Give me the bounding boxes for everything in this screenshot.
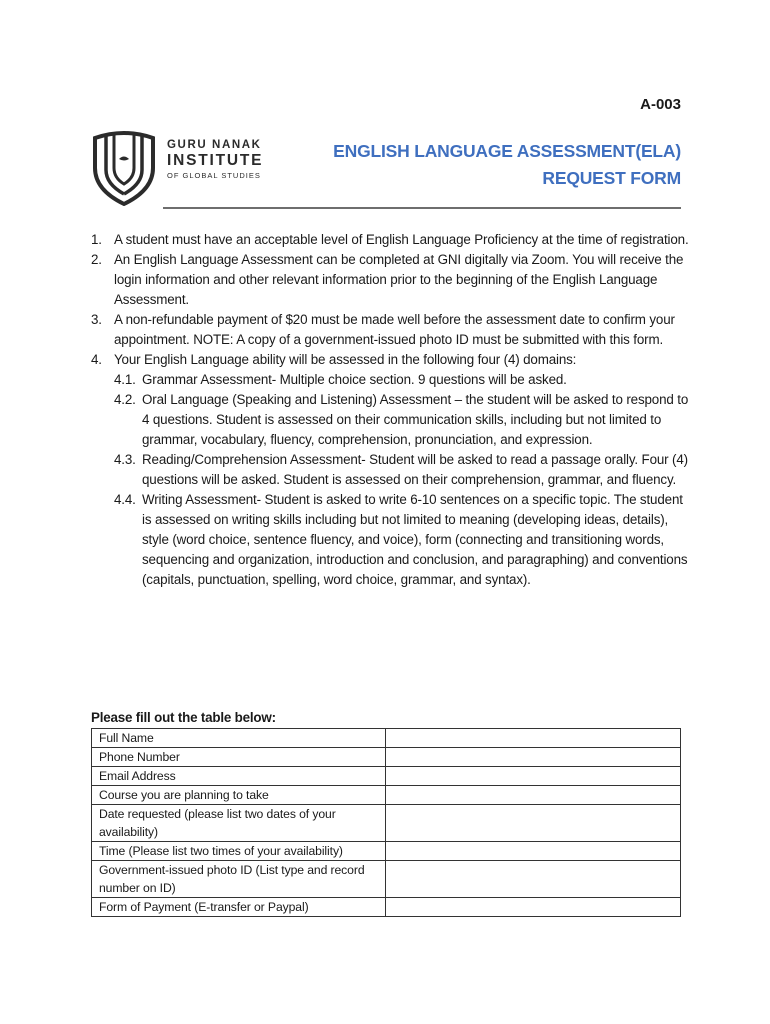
instruction-item — [91, 250, 691, 310]
domain-item — [114, 390, 691, 450]
instruction-item — [91, 350, 691, 590]
instruction-text: A student must have an acceptable level of English Language Proficiency at the time of registration. — [114, 232, 689, 247]
table-row — [92, 786, 681, 805]
logo-line-3: OF GLOBAL STUDIES — [167, 171, 261, 180]
field-input-date-requested[interactable] — [386, 805, 681, 842]
domain-number: 4.2. — [114, 392, 136, 407]
domain-text: Grammar Assessment- Multiple choice section. 9 questions will be asked. — [142, 372, 567, 387]
domain-text: Writing Assessment- Student is asked to write 6-10 sentences on a specific topic. The student is assessed on writing skills including but not limited to meaning (developing ideas, details), style (word choice, sentence fluency, and voice), form (connecting and transitioning words, sequencing and organization, introduction and conclusion, and paragraphing) and conventions (capitals, punctuation, spelling, word choice, grammar, and syntax). — [142, 492, 688, 587]
domain-text: Oral Language (Speaking and Listening) Assessment – the student will be asked to respond to 4 questions. Student is assessed on their communication skills, including but not limited to grammar, vocabulary, fluency, comprehension, pronunciation, and expression. — [142, 392, 689, 447]
field-label-phone-number: Phone Number — [92, 748, 386, 767]
field-label-photo-id: Government-issued photo ID (List type and record number on ID) — [92, 861, 386, 898]
field-input-payment[interactable] — [386, 898, 681, 917]
table-row — [92, 805, 681, 842]
instruction-number: 1. — [91, 232, 102, 247]
domain-text: Reading/Comprehension Assessment- Student will be asked to read a passage orally. Four (4) questions will be asked. Student is assessed on their comprehension, grammar, and fluency. — [142, 452, 688, 487]
field-label-time: Time (Please list two times of your availability) — [92, 842, 386, 861]
table-heading: Please fill out the table below: — [91, 710, 276, 725]
field-label-payment: Form of Payment (E-transfer or Paypal) — [92, 898, 386, 917]
table-row — [92, 767, 681, 786]
table-row — [92, 729, 681, 748]
field-label-date-requested: Date requested (please list two dates of your availability) — [92, 805, 386, 842]
institute-logo — [92, 124, 282, 206]
domain-number: 4.4. — [114, 492, 136, 507]
domain-item — [114, 490, 691, 590]
instruction-number: 4. — [91, 352, 102, 367]
table-row — [92, 898, 681, 917]
instruction-list — [91, 230, 691, 590]
document-number: A-003 — [640, 96, 681, 113]
field-label-full-name: Full Name — [92, 729, 386, 748]
table-row — [92, 861, 681, 898]
domain-number: 4.3. — [114, 452, 136, 467]
logo-line-2: INSTITUTE — [167, 152, 264, 169]
shield-emblem-icon — [92, 124, 156, 206]
field-input-email-address[interactable] — [386, 767, 681, 786]
logo-line-1: GURU NANAK — [167, 139, 262, 151]
instruction-number: 3. — [91, 312, 102, 327]
instruction-number: 2. — [91, 252, 102, 267]
field-input-phone-number[interactable] — [386, 748, 681, 767]
field-input-full-name[interactable] — [386, 729, 681, 748]
instruction-text: A non-refundable payment of $20 must be made well before the assessment date to confirm your appointment. NOTE: A copy of a government-issued photo ID must be submitted with this form. — [114, 312, 675, 347]
field-input-time[interactable] — [386, 842, 681, 861]
form-title — [333, 138, 681, 192]
table-row — [92, 748, 681, 767]
form-title-line-2: REQUEST FORM — [542, 168, 681, 188]
domain-number: 4.1. — [114, 372, 136, 387]
form-title-line-1: ENGLISH LANGUAGE ASSESSMENT(ELA) — [333, 141, 681, 161]
field-label-email-address: Email Address — [92, 767, 386, 786]
instruction-text: An English Language Assessment can be completed at GNI digitally via Zoom. You will receive the login information and other relevant information prior to the beginning of the English Language Assessment. — [114, 252, 684, 307]
header-divider — [163, 207, 681, 209]
applicant-info-table — [91, 728, 681, 917]
instruction-text: Your English Language ability will be assessed in the following four (4) domains: — [114, 352, 577, 367]
domain-item — [114, 370, 691, 390]
domain-item — [114, 450, 691, 490]
instruction-item — [91, 310, 691, 350]
field-input-photo-id[interactable] — [386, 861, 681, 898]
field-input-course[interactable] — [386, 786, 681, 805]
table-row — [92, 842, 681, 861]
field-label-course: Course you are planning to take — [92, 786, 386, 805]
instruction-item — [91, 230, 691, 250]
